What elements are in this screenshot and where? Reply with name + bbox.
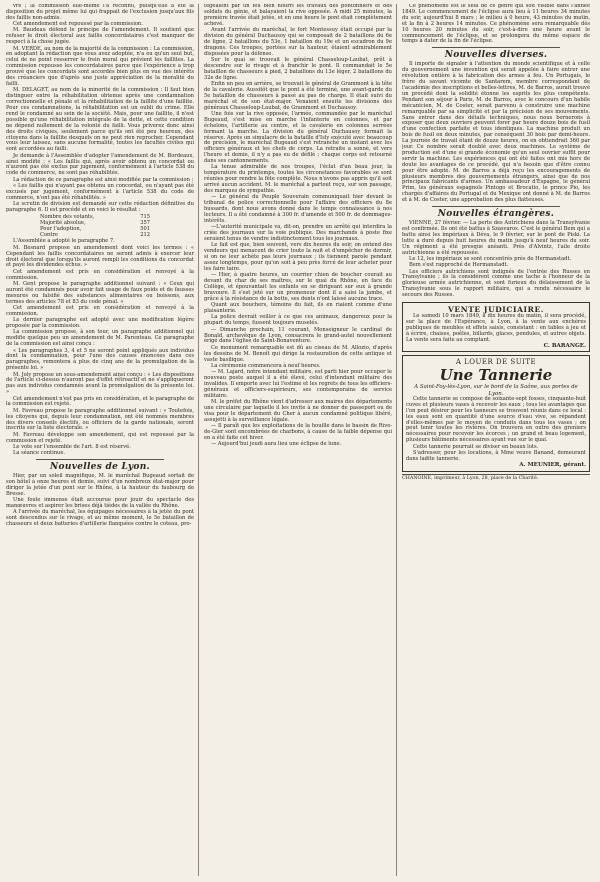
judicial-sale-text: Le samedi 10 mars 1849, à dix heures du matin, il sera procédé, sur la place de l'Espérance, à Lyon, à la vente aux enchères publiques de meubles et effets saisis, consistant : en tables à jeu et à écrire, chaises, poêles, billards, glaces, pendules, et autres objets. La vente sera faite au comptant. — [406, 313, 586, 343]
section-divider — [36, 459, 164, 460]
article-paragraph: M. Joly propose un sous-amendement ainsi conçu : « Les dispositions de l'article ci-dessus n'auront pas d'effet rétroactif et ne s'appliqueront pas aux individus condamnés avant la promulgation de la présente loi. » — [6, 371, 194, 396]
vote-results — [40, 215, 150, 239]
for-rent-title: A LOUER DE SUITE — [455, 358, 537, 367]
section-divider — [432, 47, 560, 48]
article-paragraph: M. Gent propose le paragraphe additionnel suivant : « Ceux qui auront été condamnés pour avoir fait usage de faux poids et de fausses mesures ou falsifié des substances alimentaires ou boissons, aux termes des articles 78 et 83 du code pénal. » — [6, 280, 194, 305]
tannery-note: Cette tannerie pourrait se diviser en beaux lots. — [413, 443, 539, 450]
article-paragraph: Cet amendement est pris en considération et renvoyé à la commission. — [6, 305, 194, 317]
judicial-sale-title: VENTE JUDICIAIRE. — [448, 305, 544, 315]
tannery-location: A Saint-Foy-lès-Lyon, sur le bord de la Saône, aux portes de Lyon. — [414, 384, 578, 397]
tannery-contact: S'adresser, pour les locations, à Mme veuve Banand, demeurant dans ladite tannerie. — [406, 449, 586, 462]
article-paragraph: Quant aux bouchers, témoins du fait, ils en riaient comme d'une plaisanterie. — [204, 302, 392, 315]
article-paragraph: Enfin un peu en arrière, se trouvait le général de Grammont à la tête de la cavalerie. Aussitôt que le pont a été terminé, une avant-garde du 5e bataillon de chasseurs à passé au pas de charge. Il était suivi du maréchal et de son état-major. Venaient ensuite les divisions des généraux Chasseloup-Laubat, de Grammont et Duchausoy. — [204, 80, 392, 111]
article-paragraph: L'Assemblée a adopté le paragraphe 7. — [13, 238, 115, 245]
article-paragraph: La cérémonie commencera à neuf heures. — [211, 362, 321, 369]
vote-row: Pour l'adoption, 501 — [40, 225, 150, 232]
article-paragraph: Ce monument remarquable est dû au ciseau de M. Allozio, d'après les dessins de M. Benoît qui dirige la restauration de cette antique et vaste basilique. — [204, 344, 392, 363]
article-paragraph: Il importe de signaler à l'attention du monde scientifique et à celle du gouvernement une invention qui serait appelée à faire entrer une révolution entière à la fabrication des armes à feu. Un Portugais, le frère du savant vicomte de Santarem, membre correspondant de l'académie des inscriptions et belles-lettres, M. de Barros, aurait trouvé un procédé dont la solidité étonne les esprits les plus compétents. Pendant son séjour à Paris, M. de Barros, avec le concours d'un habile mécanicien, M. de Coster, serait parvenu à construire une machine remarquable par sa simplicité et par la précision de ses mouvements. Sans entrer dans des détails techniques, nous nous bornerons à exposer que deux ouvriers peuvent forer par heure douze bois de fusil d'une confection parfaite et tous identiques. La machine produit un bois de fusil en deux minutes, par conséquent 30 bois par demi-heure. La journée de travail étant de douze heures, on en obtiendrait 360 par jour. Ce nombre serait doublé avec deux machines. Le système de production est d'une si grande économie qu'un seul ouvrier suffit pour servir la machine. Les expériences qui ont été faites ont mis hors de doute les avantages de ce procédé, qui n'a besoin que d'être connu pour être adopté. M. de Barros a déjà reçu les encouragements de plusieurs membres des gouvernements étrangers, ainsi que de nos principaux fabricants d'armes. Un ambassadeur d'Espagne, le général Prim, les généraux espagnols Pintogo et Brocatio, le prince Pio, les chargés d'affaires du Portugal et du Mexique ont donné à M. de Barros et à M. de Coster, une approbation des plus flatteuses. — [402, 61, 590, 204]
judicial-sale-signature: C. BARANGE. — [543, 342, 586, 349]
article-paragraph: M. DELAGET, au nom de la minorité de la commission : Il faut bien distinguer entre la réhabilitation obtenue après une condamnation correctionnelle et pénale et la réhabilitation de la faillite d'une faillite. Pour ces condamnations, la réhabilitation est un oubli du crime. Elle rend le condamné au sein de la société. Mais, pour une faillite, il n'est possible qu'une réhabilitation intégrale de la dette, et cette condition ne dépend nullement de la volonté du failli. Vous priverez donc ainsi des droits civiques, seulement parce qu'ils ont été peu heureux, des citoyens dans la faillite desquels on ne peut rien reprocher. Cependant vous leur laissez, sans aucune formalité, toutes les facultés civiles qui sont accordées au failli. — [6, 87, 194, 153]
article-paragraph: Le scrutin de division est demandé sur cette rédaction définitive du paragraphe 6. Il est procédé et en voici le résultat : — [6, 201, 194, 213]
article-paragraph: Ce phénomène est le seul de ce genre qui soit visible dans l'année 1849. Le commencement de l'éclipse aura lieu à 11 heures 34 minutes du soir, aujourd'hui 8 mars ; le milieu à 0 heure, 43 minutes du matin, et la fin à 2 heures 14 minutes. Ce phénomène sera remarquable dès 10 heures 20 minutes du soir, c'est-à-dire une heure avant le commencement de l'éclipse, et se prolongera du même espace de temps à dater de la fin de l'éclipse. — [402, 4, 590, 45]
article-paragraph: Une foule immense était accourue pour jouir du spectacle des manœuvres et aspirer les brises déjà tièdes de la vallée du Rhône. — [6, 497, 194, 510]
tannery-title: Une Tannerie — [439, 366, 553, 385]
article-paragraph: Avant l'arrivée du maréchal, le fort Montessuy était occupé par la division du général Duchausoy qui se composait de 2 bataillons du 6e de ligne, 2 bataillons du 53e, 1 bataillon du 19e et un escadron du 9e dragons. Ces troupes, portées sur la hauteur, étaient admirablement disposées pour la défense. — [204, 27, 392, 57]
column-1 — [6, 4, 194, 878]
section-heading-etrangeres: Nouvelles étrangères. — [437, 209, 555, 220]
vote-row: Majorité absolue, 357 — [40, 219, 150, 226]
article-paragraph: La police devrait veiller à ce que ces animaux, dangereux pour la plupart du temps, fussent toujours muselés. — [204, 314, 392, 327]
article-paragraph: M. Besnard propose un amendement dont voici les termes : « Cependant les faillis concordataires ne seront admis à exercer leur droit électoral que lorsqu'ils auront rempli les conditions du concordat et payé les dividendes échus. » — [6, 244, 194, 269]
article-paragraph: A l'arrivée du maréchal, les équipages nécessaires à la jetée du pont sont descendus sur le rivage, et au même moment, le 5e bataillon de chasseurs et deux batteries d'artillerie flanquées contre le coteau, pro- — [6, 509, 194, 528]
article-paragraph: La séance continue. — [13, 450, 66, 457]
article-paragraph: La commission propose, à son tour, un paragraphe additionnel qui modifie quelque peu un amendement de M. Parenteau. Ce paragraphe de la commission est ainsi conçu : — [6, 329, 194, 348]
article-paragraph: Le 12, les impériaux se sont concentrés près de Hermanstadt. — [409, 255, 572, 262]
article-paragraph: Cet amendement est pris en considération et renvoyé à la commission. — [6, 268, 194, 281]
article-paragraph: — M. Lajard, notre intendant militaire, est parti hier pour occuper le nouveau poste auquel il a été élevé, celui d'intendant militaire des invalides. Il emporte avec lui l'estime et les regrets de tous les officiers-généraux et officiers-supérieurs, ses contemporains de service militaire. — [204, 369, 392, 399]
article-paragraph: Les officiers autrichiens sont indignés de l'entrée des Russes en Transylvanie ; ils la considèrent comme une tache à l'honneur de la glorieuse armée autrichienne, et sont furieux du délaissement de la Transylvanie sous le rapport militaire, qui a rendu nécessaire le secours des Russes. — [402, 268, 590, 299]
section-heading-diverses: Nouvelles diverses. — [444, 50, 548, 61]
article-paragraph: VIENNE, 27 février. — La perte des Autrichiens dans la Transylvanie est confirmée. Ils ont été battus à Szasvaros. C'est le général Bem qui a battu ainsi les impériaux à Déva, le 9 février, sur le pont de Piski. La lutte a duré depuis huit heures du matin jusqu'à neuf heures du soir. Un régiment a été presque anéanti. Près d'Alvintz, l'aile droite autrichienne a été repoussée. — [402, 220, 590, 256]
article-paragraph: Bem s'est rapproché de Hermanstadt. — [409, 262, 509, 269]
manager-signature: A. MEUNIER, gérant. — [519, 461, 586, 468]
column-3 — [402, 4, 590, 878]
article-paragraph: Cet amendement n'est pas pris en considération, et le paragraphe de la commission est rejeté. — [6, 395, 194, 408]
article-paragraph: M. VERDE, au nom de la majorité de la commission : La commission, en adoptant la rédaction que vous avez adoptée, n'a eu qu'un seul but, celui de ne point resserrer le frein moral qui prévient les faillites. La commission repousse les concordataires parce que l'expérience a trop prouvé que les concordats sont accordés bien plus en vue des intérêts des créanciers que d'après une juste appréciation de la moralité du failli. — [6, 45, 194, 87]
column-rule — [396, 4, 397, 876]
column-rule — [198, 4, 199, 876]
article-paragraph: tégeaient par un feu bien nourri les travaux des pontonniers et des soldats du génie, et balayaient la rive opposée. A midi 25 minutes, la première travée était jetée, et en une heure le pont était complètement achevé. — [204, 4, 392, 27]
vote-row: Contre 212 — [40, 231, 150, 238]
article-paragraph: Hier, par un soleil magnifique, M. le maréchal Bugeaud sortait de son hôtel à onze heures et demie, suivi d'un nombreux état-major pour diriger la jetée d'un pont sur le Rhône, à la hauteur du faubourg de Bresse. — [6, 473, 194, 497]
article-paragraph: Le vote sur l'ensemble de l'art. 8 est réservé. — [13, 443, 131, 450]
article-paragraph: M. Favreau développe son amendement, qui est repoussé par la commission et rejeté. — [6, 431, 194, 444]
article-paragraph: Sur le quai se trouvait le général Chasseloup-Laubat, prêt à descendre sur le rivage et à franchir le pont. Il commandait le 5e bataillon de chasseurs à pied, 2 bataillons du 13e léger, 2 bataillons du 32e de ligne. — [204, 56, 392, 81]
article-paragraph: « Les faillis qui n'ayant pas obtenu un concordat, ou n'ayant pas été excusés par jugement, conformément à l'article 538 du code de commerce, n'ont pas été réhabilités. » — [6, 182, 194, 201]
vote-row: Nombre des votants, 715 — [40, 213, 150, 220]
article-paragraph: Le dernier paragraphe est adopté avec une modification légère proposée par la commission. — [6, 317, 194, 330]
article-paragraph: —L'autorité municipale va, dit-on, prendre un arrêté qui interdira la criée des journaux sur la voie publique. Des marchands à poste fixe seraient tenus de vendre indistinctement tous les journaux. — [204, 224, 392, 243]
article-paragraph: La tenue admirable de nos troupes, l'éclat d'un beau jour, la température du printemps, toutes les circonstances favorables se sont réunies pour rendre la fête complète. Nous n'avons pas appris qu'il soit arrivé aucun accident. M. le maréchal a partout reçu, sur son passage, des marques de sympathie. — [204, 164, 392, 195]
article-paragraph: — Aujourd'hui jeudi aura lieu une éclipse de lune. — [211, 441, 342, 448]
article-paragraph: M. Baudeau défend le principe de l'amendement. Il soutient que refuser le droit électoral aux faillis concordataires c'est manquer de respect à la chose jugée. — [6, 27, 194, 46]
article-paragraph: — Le général du Peuple Souverain communiquait hier devant le tribunal de police correctionnelle pour l'affaire des officiers du 8e hussards, dont nous avons donné dans le temps connaissance à nos lecteurs. Il a été condamné à 300 fr. d'amende et 500 fr. de dommages-intérêts. — [204, 194, 392, 224]
judicial-sale-notice — [402, 302, 590, 352]
article-paragraph: M. Favreau propose le paragraphe additionnel suivant : « Toutefois, les citoyens qui, depuis leur condamnation, ont été nommés membres des divers conseils électifs, ou officiers de la garde nationale, seront inscrits sur la liste électorale. » — [6, 407, 194, 432]
tannery-description: Cette tannerie se compose de soixante-sept fosses, cinquante-huit cuves et plusieurs vases à recevoir les eaux ; tous les avantages que l'on peut désirer pour les tanneurs se trouvent réunis dans ce local : les eaux sont en quantité d'une source d'eau vive, se répandent d'elles-mêmes par le moyen de conduits dans tous les vases ; on peut tenir toutes les rivières. On trouvera en outre des greniers nécessaires pour recevoir les écorces ; un grand et beau logement, plusieurs bâtiments nécessaires ayant vue sur le quai. — [406, 395, 586, 444]
article-paragraph: — Hier, à quatre heures, un courrier chien de boucher courait au devant du char de ses maîtres, sur le quai du Rhône, en face du Collège, et épouvantait les enfants en se dirigeant sur eux à grande bravoure. Il s'est jeté sur un promeneur dont il a saisi la jambe, et grâce à la résistance de la botte, ses dents n'ont laissé aucune trace. — [204, 272, 392, 302]
section-heading-lyon: Nouvelles de Lyon. — [50, 462, 150, 473]
article-paragraph: Le fait est que, bien souvent, vers dix heures du soir, on entend des vendeurs qui menacent de crier toute la nuit et d'empêcher de dormir, si on ne leur achète pas leurs journaux ; ils tiennent parole pendant assez longtemps, pour qu'on soit à peu près forcé de leur acheter pour les faire taire. — [204, 242, 392, 272]
printer-imprint: CHANOINE, imprimeur, à Lyon, 28, place de la Charité. — [402, 474, 590, 482]
article-paragraph: — Il paraît que les exploitations de la houille dans le bassin de Rive-de-Gier sont encombrées de charbons, à cause de la faible dépense qui en a été faite cet hiver. — [204, 423, 392, 441]
section-divider — [432, 206, 560, 207]
article-paragraph: M. le préfet du Rhône vient d'adresser aux maires des départements une circulaire par laquelle il les invite à ne donner de passeport ou de visa pour le département du Cher à aucun condamné politique libéré, assujetti à la surveillance légale. — [204, 399, 392, 423]
article-paragraph: La rédaction de ce paragraphe est ainsi modifiée par la commission : — [13, 176, 194, 183]
article-paragraph: — Dimanche prochain, 11 courant, Monseigneur le cardinal de Bonald, archevêque de Lyon, consacrera le grand-autel nouvellement érigé dans l'église de Saint-Bonaventure. — [204, 326, 392, 345]
tannery-advertisement — [402, 355, 590, 471]
article-paragraph: « Les paragraphes 3, 4 et 5 ne seront point appliqués aux individus dont la condamnation, pour l'une des causes énoncées dans ces paragraphes, remontera à plus de cinq ans de la promulgation de la présente loi. » — [6, 347, 194, 372]
article-paragraph: Une fois sur la rive opposée, l'armée, commandée par le maréchal Bugeaud, s'est mise en marche l'infanterie en colonnes, et par échelons, l'artillerie au centre, et la cavalerie en colonnes serrées fermant la marche. La division du général Duchausoy formait la réserve. Après un simulacre de la bataille d'Isly exécuté avec beaucoup de précision, le maréchal Bugeaud s'est retranché un instant avec les officiers généraux et les chefs de corps. La retraite a sonné, et vers l'heure et demie, il n'y a pas eu de défilé ; chaque corps est retourné dans ses cantonnements. — [204, 110, 392, 165]
column-2 — [204, 4, 392, 878]
article-paragraph: Je demande à l'Assemblée d'adopter l'amendement de M. Bordeaux, ainsi modifié : « Les faillis qui, après avoir obtenu un concordat ou n'auront pas été exclus par jugement, conformément à l'article 538 du code de commerce, ne sont pas réhabilités. — [6, 152, 194, 177]
article-paragraph: Cet amendement est repoussé par la commission. — [13, 21, 143, 28]
article-paragraph: vre ; la commission elle-même l'a reconnu, puisqu'elle a été la disposition du projet même lui qui frappait de l'exclusion jusqu'aux fils des faillis non-admis. — [6, 4, 194, 21]
